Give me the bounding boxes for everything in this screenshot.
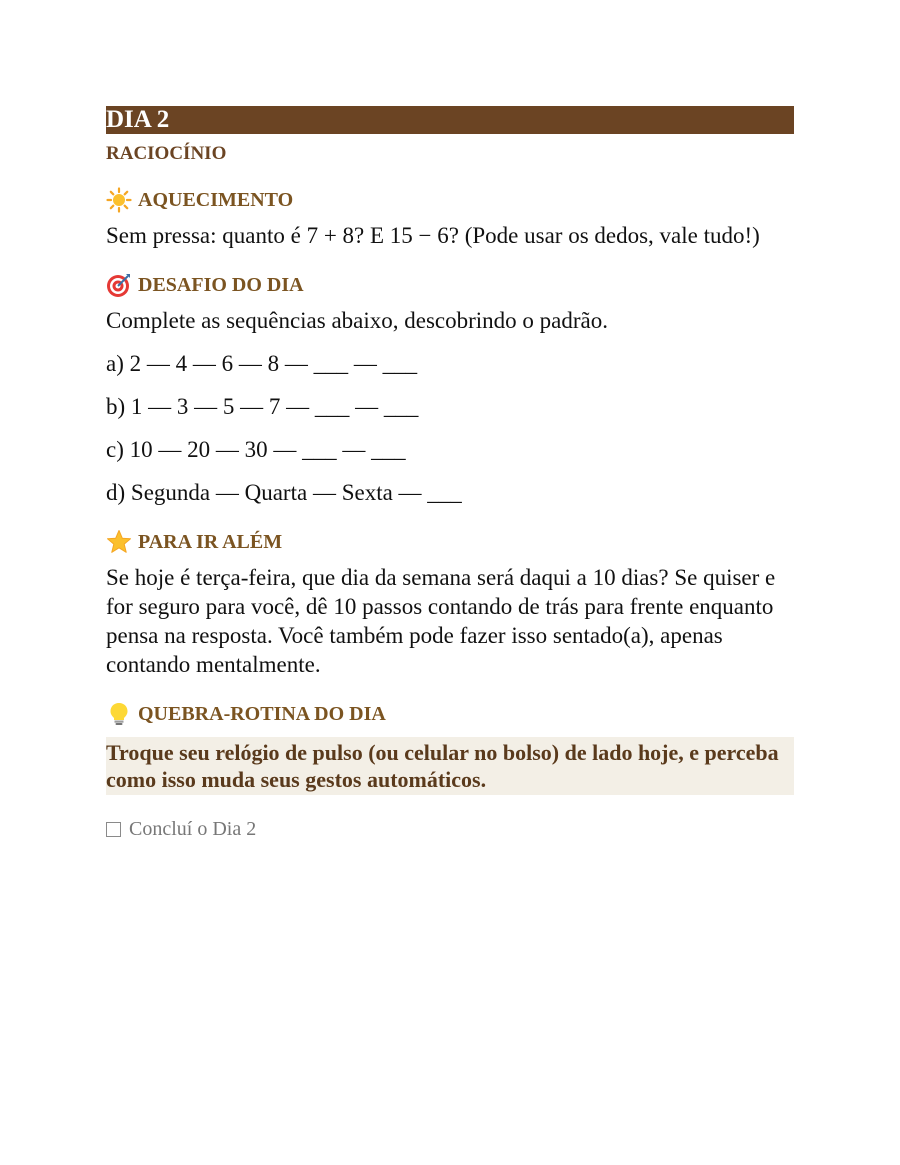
sequence-d: d) Segunda — Quarta — Sexta — ___: [106, 480, 462, 505]
target-icon: [106, 272, 132, 298]
challenge-intro: Complete as sequências abaixo, descobrindo o padrão.: [106, 308, 609, 333]
day-title-banner: DIA 2: [106, 106, 794, 134]
sequence-b: b) 1 — 3 — 5 — 7 — ___ — ___: [106, 394, 419, 419]
completion-checkbox-row[interactable]: [106, 817, 794, 841]
challenge-heading-label: DESAFIO DO DIA: [138, 274, 304, 296]
day-subtitle: RACIOCÍNIO: [106, 143, 227, 164]
beyond-heading-label: PARA IR ALÉM: [138, 531, 283, 553]
sun-icon: [106, 187, 132, 213]
star-icon: [106, 529, 132, 555]
sequence-a: a) 2 — 4 — 6 — 8 — ___ — ___: [106, 351, 418, 376]
routine-break-callout: Troque seu relógio de pulso (ou celular no bolso) de lado hoje, e perceba como isso muda seus gestos automáticos.: [106, 737, 794, 795]
beyond-text: Se hoje é terça-feira, que dia da semana será daqui a 10 dias? Se quiser e for seguro para você, dê 10 passos contando de trás para frente enquanto pensa na resposta. Você também pode fazer isso sentado(a), apenas contando mentalmente.: [106, 565, 776, 677]
routine-break-heading-label: QUEBRA-ROTINA DO DIA: [138, 703, 386, 725]
completion-label: Concluí o Dia 2: [129, 818, 257, 840]
warmup-heading-label: AQUECIMENTO: [138, 189, 294, 211]
warmup-heading: [106, 187, 794, 213]
routine-break-heading: [106, 701, 794, 727]
lightbulb-icon: [106, 701, 132, 727]
content: [106, 106, 794, 841]
sequence-c: c) 10 — 20 — 30 — ___ — ___: [106, 437, 406, 462]
completion-checkbox[interactable]: [106, 822, 121, 837]
challenge-heading: [106, 272, 794, 298]
beyond-heading: [106, 529, 794, 555]
warmup-text: Sem pressa: quanto é 7 + 8? E 15 − 6? (Pode usar os dedos, vale tudo!): [106, 223, 760, 248]
